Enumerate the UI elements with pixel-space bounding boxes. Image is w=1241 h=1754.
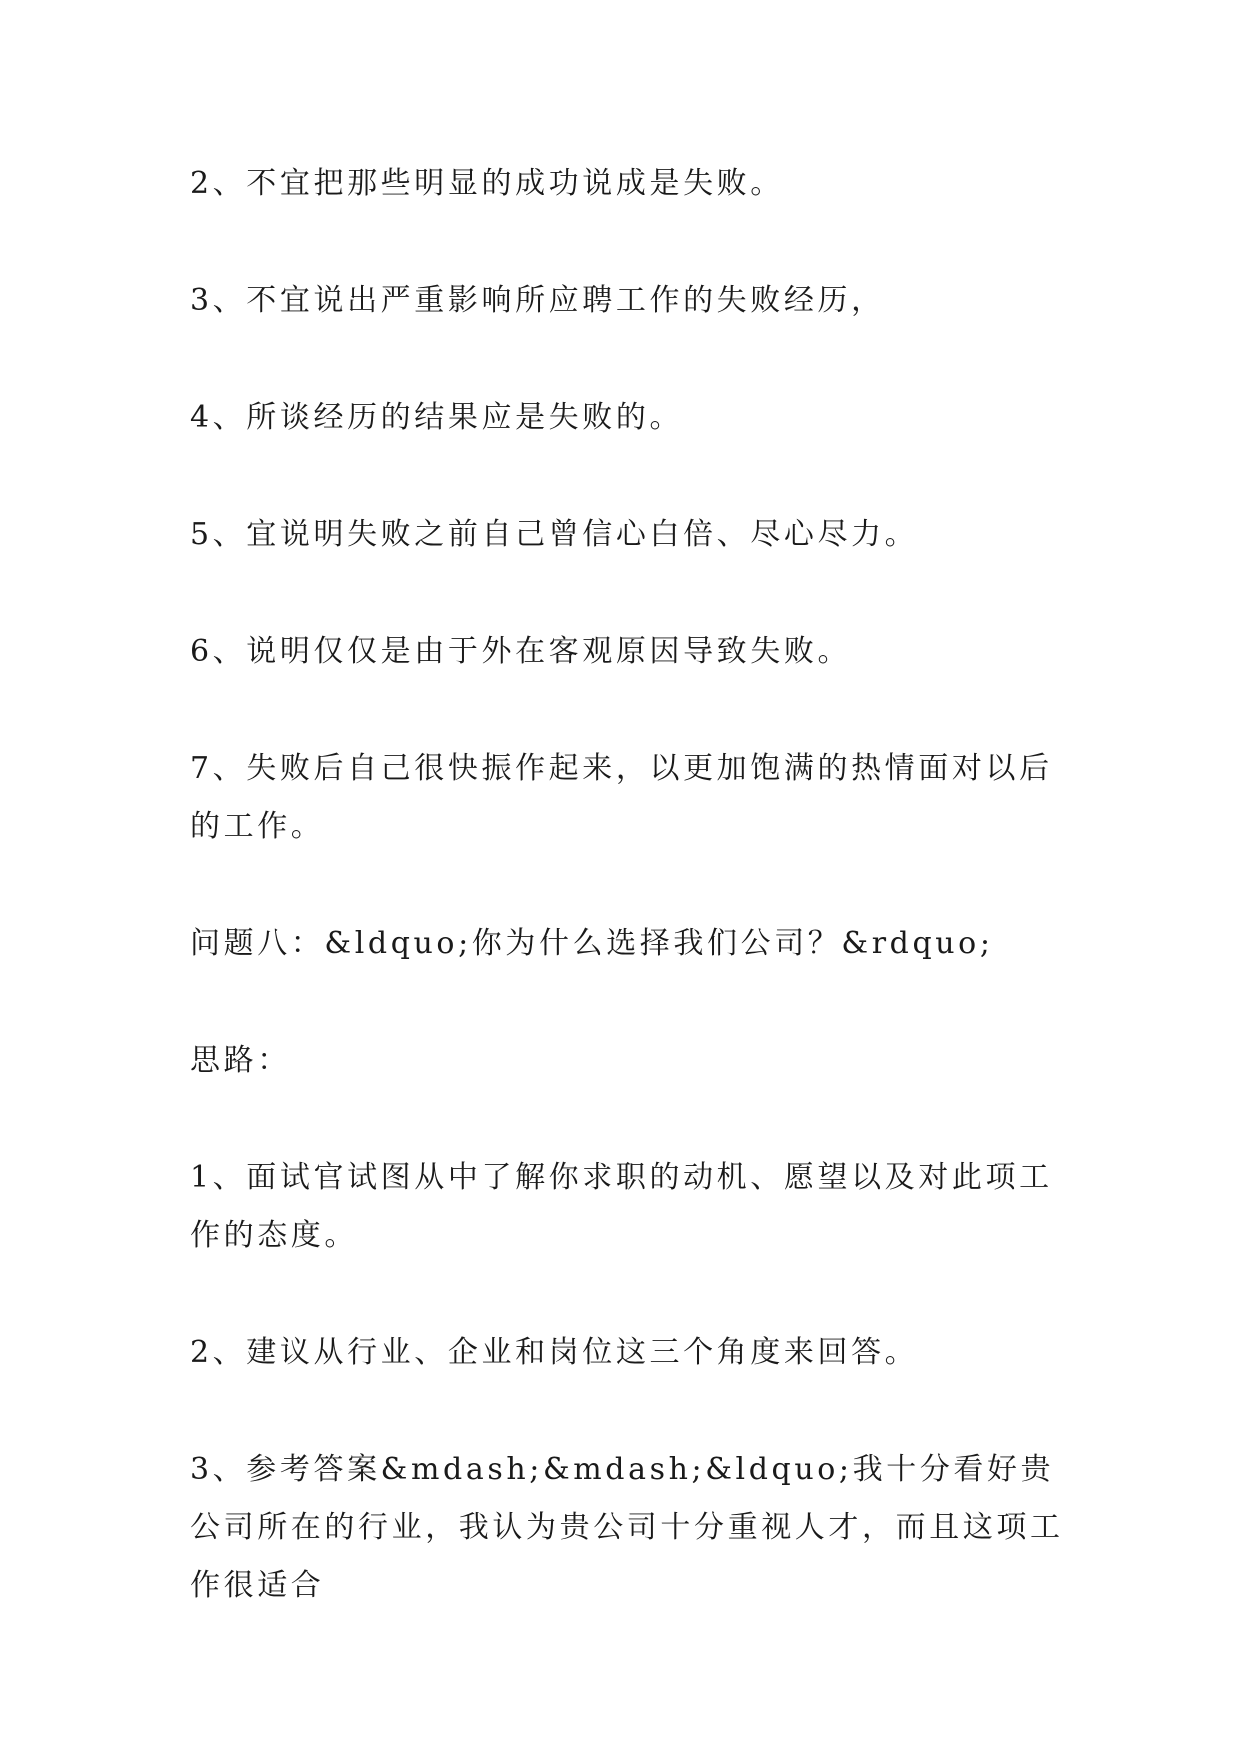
thinking-item-3: 3、参考答案&mdash;&mdash;&ldquo;我十分看好贵公司所在的行业，我认为贵公司十分重视人才，而且这项工作很适合 [190, 1452, 1064, 1603]
question-heading: 问题八：&ldquo;你为什么选择我们公司？&rdquo; [190, 926, 994, 961]
paragraph-item-3: 3、不宜说出严重影响所应聘工作的失败经历， [190, 283, 885, 318]
paragraph-item-4: 4、所谈经历的结果应是失败的。 [190, 400, 684, 435]
thinking-item-2: 2、建议从行业、企业和岗位这三个角度来回答。 [190, 1335, 919, 1370]
paragraph-item-5: 5、宜说明失败之前自己曾信心白倍、尽心尽力。 [190, 517, 919, 552]
paragraph-item-7: 7、失败后自己很快振作起来，以更加饱满的热情面对以后的工作。 [190, 751, 1053, 844]
thinking-item-1: 1、面试官试图从中了解你求职的动机、愿望以及对此项工作的态度。 [190, 1160, 1053, 1253]
thinking-heading: 思路： [190, 1043, 291, 1078]
paragraph-item-6: 6、说明仅仅是由于外在客观原因导致失败。 [190, 634, 852, 669]
paragraph-item-2: 2、不宜把那些明显的成功说成是失败。 [190, 166, 784, 201]
